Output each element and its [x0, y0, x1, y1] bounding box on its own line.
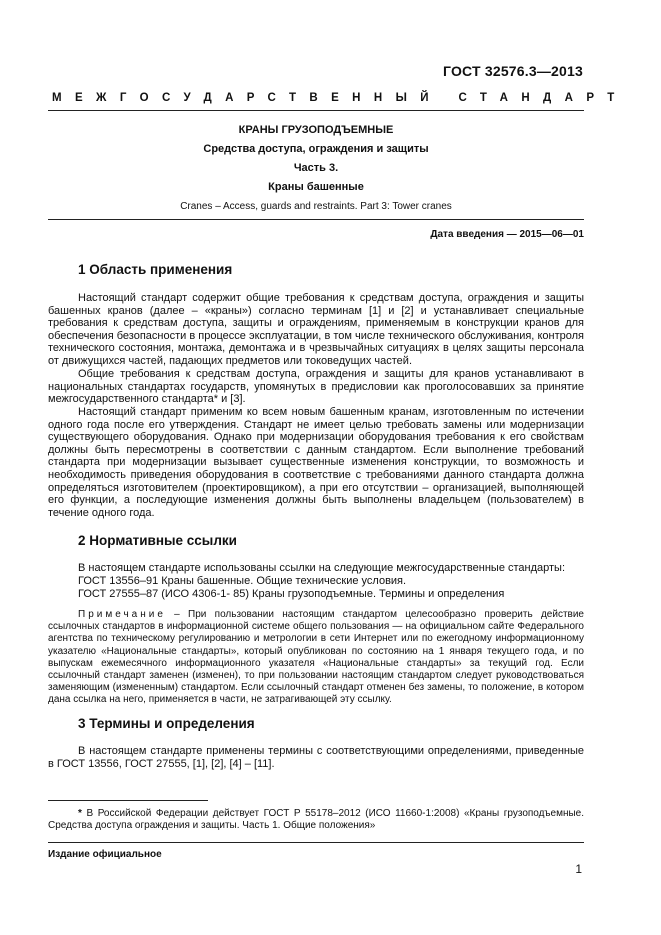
document-code: ГОСТ 32576.3—2013 — [443, 63, 583, 79]
official-edition-label: Издание официальное — [48, 849, 162, 860]
header-divider — [48, 110, 584, 111]
introduction-date: Дата введения — 2015—06—01 — [430, 229, 584, 240]
footnote-mark: * — [78, 808, 82, 819]
note-text: – При пользовании настоящим стандартом целесообразно проверить действие ссылочных стандартов в информационной системе общего пользования — на официальном сайте Федерального агентства по техническому регулированию и метрологии в сети Интернет или по ежегодному информационному указателю «Национальные стандарты», который опубликован по состоянию на 1 января текущего года, и по выпускам ежемесячного информационного указателя «Национальные стандарты» за текущий год. Если ссылочный стандарт заменен (изменен), то при пользовании настоящим стандартом следует руководствоваться заменяющим (измененным) стандартом. Если ссылочный стандарт отменен без замены, то положение, в котором дана ссылка на него, применяется в части, не затрагивающей эту ссылку. — [48, 609, 584, 706]
footnote — [48, 808, 584, 833]
footnote-text: В Российской Федерации действует ГОСТ Р 55178–2012 (ИСО 11660-1:2008) «Краны грузоподъемные. Средства доступа ограждения и защиты. Часть 1. Общие положения» — [48, 808, 584, 832]
section-2-heading: 2 Нормативные ссылки — [78, 533, 237, 548]
footnote-divider — [48, 800, 208, 801]
reference-gost-13556: ГОСТ 13556–91 Краны башенные. Общие технические условия. — [78, 575, 407, 587]
interstate-standard-banner: МЕЖГОСУДАРСТВЕННЫЙ СТАНДАРТ — [52, 92, 628, 104]
references-note — [48, 609, 584, 707]
title-subtitle: Средства доступа, ограждения и защиты — [203, 143, 429, 155]
section-1-paragraph-2: Общие требования к средствам доступа, ограждения и защиты для кранов устанавливают в национальных стандартах государств, упомянутых в предисловии как проголосовавших за принятие межгосударственного стандарта* и [3]. — [48, 368, 584, 406]
title-english: Cranes – Access, guards and restraints. Part 3: Tower cranes — [180, 201, 452, 212]
title-part-name: Краны башенные — [268, 181, 364, 193]
footer-divider — [48, 842, 584, 843]
note-label: Примечание — [78, 609, 166, 620]
title-main: КРАНЫ ГРУЗОПОДЪЕМНЫЕ — [238, 124, 394, 136]
title-part: Часть 3. — [293, 162, 339, 174]
section-1-paragraph-3: Настоящий стандарт применим ко всем новым башенным кранам, изготовленным по истечении одного года после его утверждения. Стандарт не имеет целью требовать замены или модернизации существующего оборудования. Однако при модернизации оборудования требования к его свойствам должны быть пересмотрены в соответствии с данным стандартом. Если выполнение требований стандарта при модернизации вызывает существенные изменения конструкции, то возможность и необходимость приведения оборудования в соответствие с требованиями данного стандарта должна определяться изготовителем (проектировщиком), а при его отсутствии – организацией, выполняющей его функции, а последующие изменения должны быть выполнены владельцем (пользователем) в течение одного года. — [48, 406, 584, 519]
reference-gost-27555: ГОСТ 27555–87 (ИСО 4306-1- 85) Краны грузоподъемные. Термины и определения — [78, 588, 505, 600]
page-number: 1 — [575, 862, 582, 876]
title-divider — [48, 219, 584, 220]
section-1-paragraph-1: Настоящий стандарт содержит общие требования к средствам доступа, ограждения и защиты башенных кранов (далее – «краны») согласно терминам [1] и [2] и устанавливает специальные требования к средствам доступа, защиты и ограждениям, применяемым в конструкции кранов для обеспечения безопасности в процессе эксплуатации, в том числе технического обслуживания, контроля технического состояния, монтажа, демонтажа и в чрезвычайных ситуациях в целях защиты персонала от движущихся частей, падающих предметов или токоведущих частей. — [48, 292, 584, 367]
section-3-paragraph-1: В настоящем стандарте применены термины с соответствующими определениями, приведенные в ГОСТ 13556, ГОСТ 27555, [1], [2], [4] – [11]. — [48, 745, 584, 770]
section-3-heading: 3 Термины и определения — [78, 716, 255, 731]
section-1-heading: 1 Область применения — [78, 262, 233, 277]
section-2-intro: В настоящем стандарте использованы ссылки на следующие межгосударственные стандарты: — [78, 562, 566, 574]
